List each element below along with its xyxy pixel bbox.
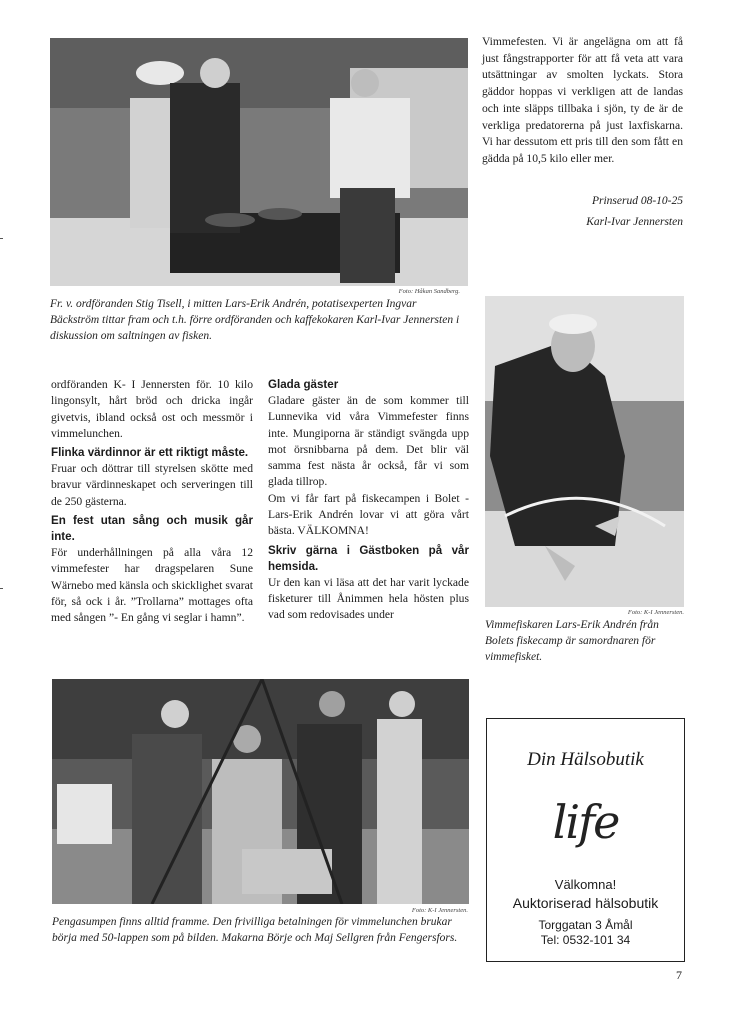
subheading: En fest utan sång och musik går inte. [51,514,253,544]
photo-icon [52,679,469,904]
advertisement [486,718,685,962]
page-number: 7 [676,968,682,982]
photo-caption: Vimmefiskaren Lars-Erik Andrén från Bolets fiskecamp är samordnaren för vimmefisket. [485,619,659,663]
life-logo: life [552,795,619,849]
ad-welcome: Välkomna! [554,877,617,892]
subheading: Skriv gärna i Gästboken på vår hemsida. [268,543,469,573]
subheading: Glada gäster [268,378,339,391]
photo-caption: Fr. v. ordföranden Stig Tisell, i mitten Lars-Erik Andrén, potatisexperten Ingvar Bäckström tittar fram och t.h. förre ordföranden och kaffekokaren Karl-Ivar Jennersten i diskussion om saltningen av fisken. [50,298,460,342]
article-place-date: Prinserud 08-10-25 [591,195,683,207]
paragraph: För underhållningen på alla våra 12 vimmefester har dragspelaren Sune Wärnebo med känsla och skicklighet svarat för, så ock i år. ”Trollarna” mottages ofta med sången ”- En gång vi seglar i hamn”. [51,546,253,625]
ad-title: Din Hälsobutik [527,749,644,770]
ad-address: Torggatan 3 Åmål [538,918,633,932]
article-author: Karl-Ivar Jennersten [586,216,683,228]
photo-icon [50,38,468,286]
paragraph: Om vi får fart på fiskecampen i Bolet -Lars-Erik Andrén lovar vi att göra vårt bästa. VÄLKOMNA! [268,491,469,538]
article-text: Vimmefesten. Vi är angelägna om att få just fångstrapporter för att få veta att vara utsättningar av smolten lyckats. Stora gäddor hoppas vi verkligen att de landas och inte släpps tillbaka i sjön, ty de är de verkliga predatorerna på just laxfiskarna. Vi har dessutom ett pris till den som fått en gädda på 10,5 kilo eller mer. [482,35,683,165]
margin-mark [0,238,3,239]
column-2 [268,377,469,624]
photo-credit: Foto: K-I Jennersten. [411,907,468,914]
subheading: Flinka värdinnor är ett riktigt måste. [51,446,249,460]
photo-icon [485,296,684,607]
photo-guests [52,679,469,904]
ad-phone: Tel: 0532-101 34 [540,933,631,947]
paragraph: Fruar och döttrar till styrelsen skötte med bravur värdinneskapet och serveringen till de 250 gästerna. [51,462,253,508]
ad-subtitle: Auktoriserad hälsobutik [512,895,659,911]
photo-credit: Foto: K-I Jennersten. [627,609,684,616]
paragraph: ordföranden K- I Jennersten för. 10 kilo lingonsylt, hårt bröd och dricka ingår givetvis, ibland också ost och messmör i vimmelunchen. [51,378,253,440]
photo-fish-cooking [50,38,468,286]
paragraph: Ur den kan vi läsa att det har varit lyckade fisketurer till Ånimmen hela hösten plus vad som redovisades under [268,575,469,622]
photo-fisherman [485,296,684,607]
paragraph: Gladare gäster än de som kommer till Lunnevika vid våra Vimmefester finns inte. Mungiporna är ständigt svängda upp mot örsnibbarna på dem. Det blir väl samma fest nästa år också, får vi som glada tillrop. [268,394,469,489]
margin-mark [0,588,3,589]
photo-caption: Pengasumpen finns alltid framme. Den frivilliga betalningen för vimmelunchen brukar börja med 50-lappen som på bilden. Makarna Börje och Maj Sellgren från Fengersfors. [52,916,458,944]
photo-credit: Foto: Håkan Sandberg. [398,288,460,295]
column-1 [51,377,253,627]
